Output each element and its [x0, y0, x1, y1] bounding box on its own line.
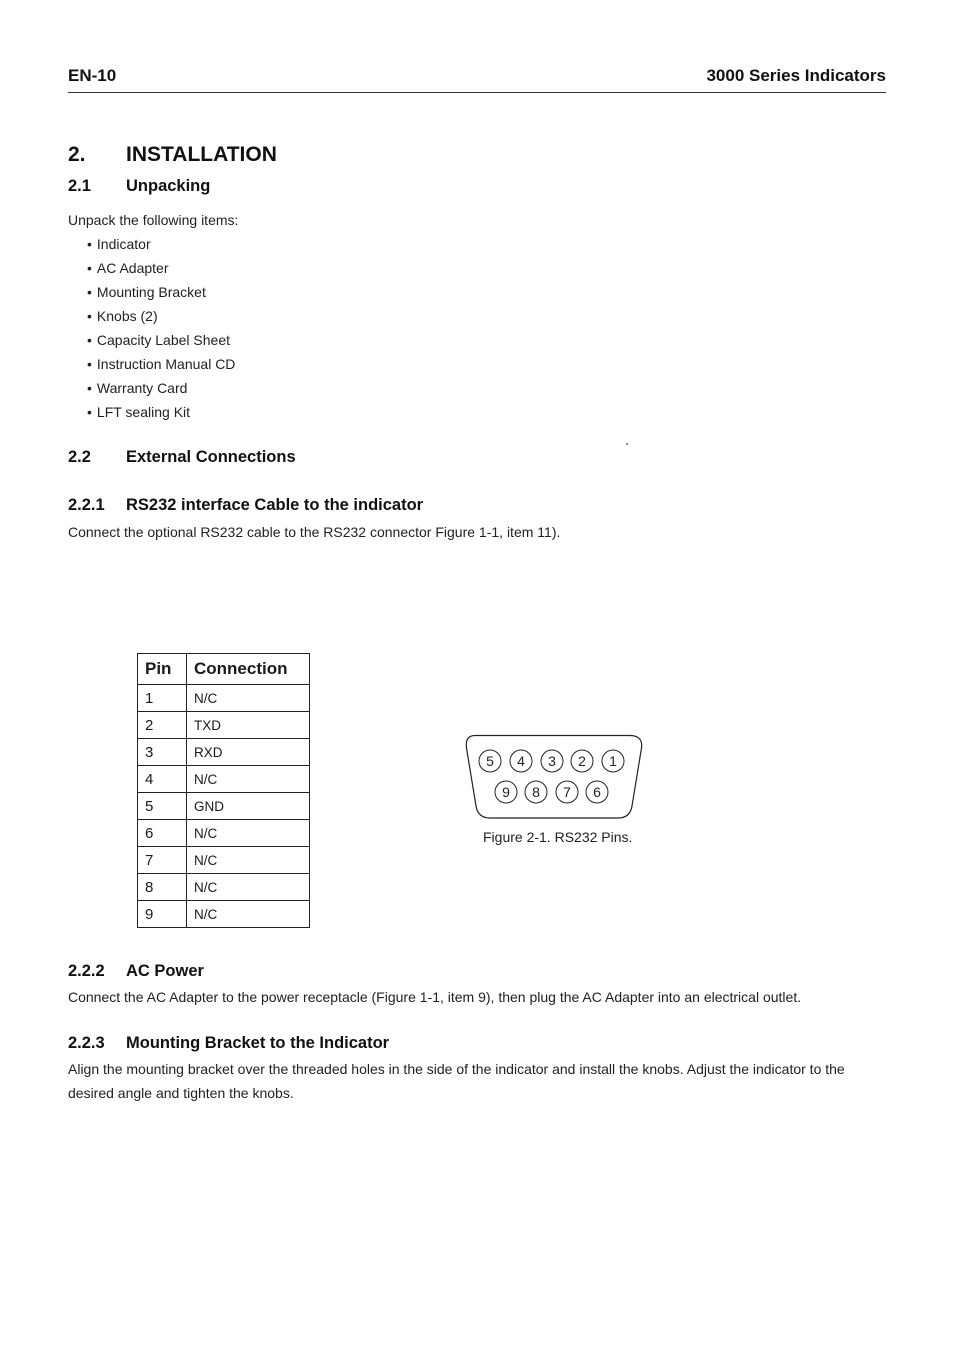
pin-label: 7	[563, 784, 571, 800]
header-rule	[68, 92, 886, 93]
pin-label: 9	[502, 784, 510, 800]
list-item: • Instruction Manual CD	[87, 352, 235, 376]
pin-cell: 5	[138, 793, 187, 820]
section-title: INSTALLATION	[126, 143, 277, 166]
table-row	[138, 820, 310, 847]
ac-power-text: Connect the AC Adapter to the power receptacle (Figure 1-1, item 9), then plug the AC Adapter into an electrical outlet.	[68, 989, 802, 1005]
pin-label: 3	[548, 753, 556, 769]
section-number: 2.	[68, 143, 86, 166]
connection-cell: N/C	[187, 901, 310, 928]
pin-cell: 7	[138, 847, 187, 874]
pin-column-header: Pin	[138, 654, 187, 685]
ac-power-number: 2.2.2	[68, 962, 105, 980]
pin-label: 6	[593, 784, 601, 800]
table-row	[138, 766, 310, 793]
connection-cell: RXD	[187, 739, 310, 766]
connection-cell: N/C	[187, 766, 310, 793]
pin-label: 1	[609, 753, 617, 769]
figure-caption: Figure 2-1. RS232 Pins.	[483, 829, 633, 845]
unpacking-number: 2.1	[68, 177, 91, 195]
table-row	[138, 739, 310, 766]
stray-mark	[626, 443, 628, 445]
connection-column-header: Connection	[187, 654, 310, 685]
mounting-number: 2.2.3	[68, 1034, 105, 1052]
document-title: 3000 Series Indicators	[706, 66, 886, 85]
pin-cell: 1	[138, 685, 187, 712]
ac-power-title: AC Power	[126, 962, 204, 980]
connection-cell: TXD	[187, 712, 310, 739]
list-item: • Mounting Bracket	[87, 280, 235, 304]
list-item: • LFT sealing Kit	[87, 400, 235, 424]
unpacking-intro: Unpack the following items:	[68, 212, 239, 228]
external-title: External Connections	[126, 448, 296, 466]
table-row	[138, 847, 310, 874]
list-item: • Warranty Card	[87, 376, 235, 400]
unpacking-title: Unpacking	[126, 177, 211, 195]
pin-label: 8	[532, 784, 540, 800]
connection-cell: N/C	[187, 847, 310, 874]
mounting-text-line-1: Align the mounting bracket over the threaded holes in the side of the indicator and install the knobs. Adjust the indicator to the	[68, 1061, 845, 1077]
connection-cell: N/C	[187, 820, 310, 847]
table-row	[138, 793, 310, 820]
connection-cell: GND	[187, 793, 310, 820]
mounting-title: Mounting Bracket to the Indicator	[126, 1034, 390, 1052]
list-item: • AC Adapter	[87, 256, 235, 280]
pin-cell: 8	[138, 874, 187, 901]
connector-shell-outline	[466, 736, 641, 819]
table-row	[138, 685, 310, 712]
table-row	[138, 901, 310, 928]
connection-cell: N/C	[187, 685, 310, 712]
pin-cell: 3	[138, 739, 187, 766]
page-number: EN-10	[68, 66, 117, 85]
pin-label: 4	[517, 753, 525, 769]
pin-cell: 9	[138, 901, 187, 928]
pin-cell: 2	[138, 712, 187, 739]
pin-cell: 6	[138, 820, 187, 847]
mounting-text-line-2: desired angle and tighten the knobs.	[68, 1085, 294, 1101]
db9-connector-diagram	[463, 734, 645, 820]
table-header-row	[138, 654, 310, 685]
list-item: • Knobs (2)	[87, 304, 235, 328]
pin-cell: 4	[138, 766, 187, 793]
list-item: • Capacity Label Sheet	[87, 328, 235, 352]
rs232-number: 2.2.1	[68, 496, 105, 514]
unpacking-list	[87, 232, 235, 424]
table-row	[138, 712, 310, 739]
pin-table	[137, 653, 310, 928]
connection-cell: N/C	[187, 874, 310, 901]
pin-label: 2	[578, 753, 586, 769]
list-item: • Indicator	[87, 232, 235, 256]
rs232-title: RS232 interface Cable to the indicator	[126, 496, 424, 514]
rs232-text: Connect the optional RS232 cable to the RS232 connector Figure 1-1, item 11).	[68, 524, 561, 540]
pin-label: 5	[486, 753, 494, 769]
table-row	[138, 874, 310, 901]
external-number: 2.2	[68, 448, 91, 466]
